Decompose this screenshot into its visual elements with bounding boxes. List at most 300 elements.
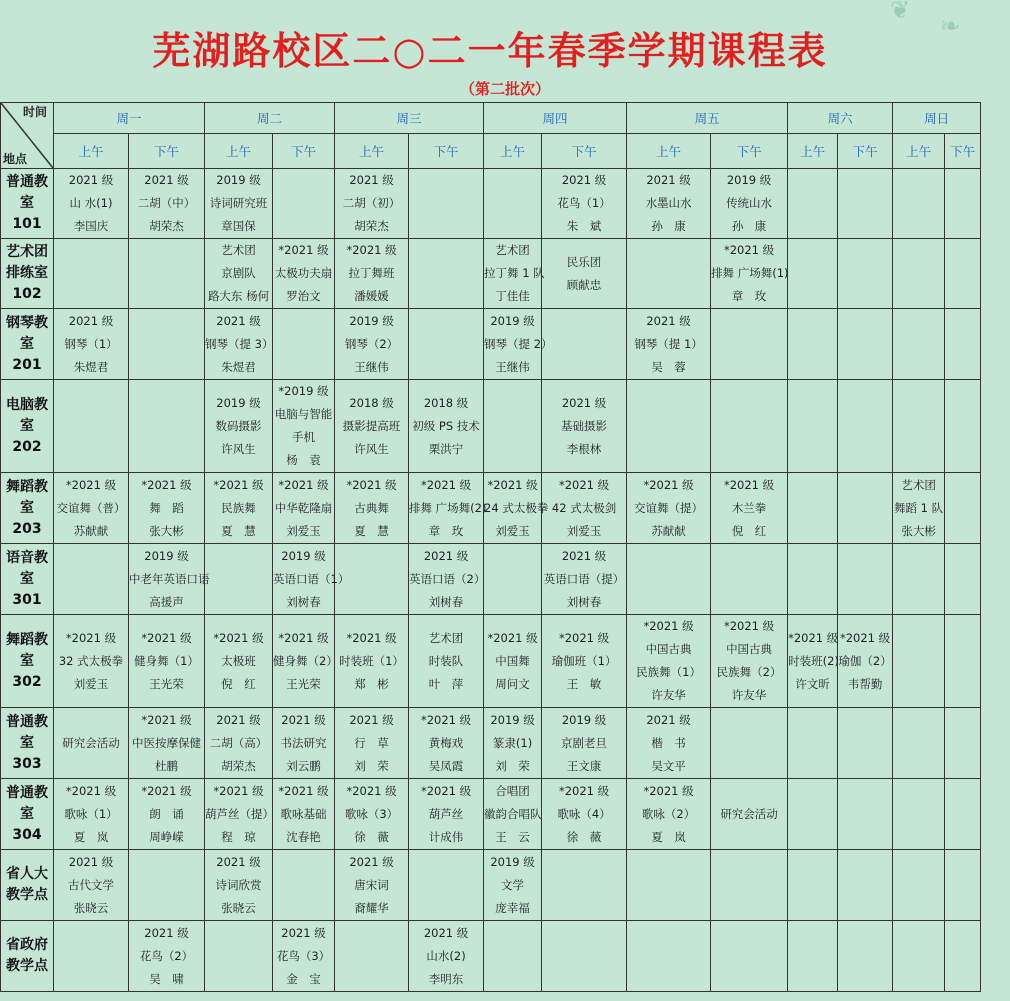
course-text-line: 诗词欣赏 <box>215 877 262 892</box>
course-cell <box>627 708 711 779</box>
room-cell <box>1 309 54 380</box>
course-cell <box>627 309 711 380</box>
course-text-line: 张大彬 <box>901 523 936 538</box>
course-text-line: 中医按摩保健 <box>132 735 201 750</box>
course-text-line: 李国庆 <box>73 219 109 233</box>
course-cell <box>838 380 893 473</box>
room-label-line: 普通教室 <box>6 713 48 751</box>
course-text-line: 刘爱玉 <box>566 523 602 538</box>
table-row <box>1 708 981 779</box>
course-text-line: 瑜伽（2） <box>838 653 892 668</box>
page-title: 芜湖路校区二○二一年春季学期课程表 <box>152 28 828 73</box>
course-text-line: 庞幸福 <box>495 900 530 915</box>
room-label-line: 301 <box>12 591 42 608</box>
course-cell <box>711 169 788 239</box>
course-cell <box>409 615 484 708</box>
course-text-line: 艺术团 <box>901 477 936 492</box>
course-text-line: 章 玫 <box>428 523 464 538</box>
course-text-line: 歌咏（3） <box>344 806 399 821</box>
course-cell <box>273 708 335 779</box>
course-text-line: 孙 康 <box>731 219 767 233</box>
day-header: 周六 <box>788 103 893 134</box>
course-text-line: 诗词研究班 <box>209 196 268 210</box>
course-cell <box>627 850 711 921</box>
course-text-line: 刘爱玉 <box>73 676 109 691</box>
course-cell <box>838 850 893 921</box>
course-text-line: 山 水(1) <box>69 196 113 210</box>
course-cell <box>945 615 981 708</box>
course-text-line: *2021 级 <box>558 477 610 492</box>
room-cell <box>1 380 54 473</box>
course-cell <box>711 544 788 615</box>
course-text-line: 中国古典 <box>645 642 692 656</box>
course-text-line: 胡荣杰 <box>221 758 256 773</box>
room-label-line: 钢琴教室 <box>6 314 48 352</box>
course-text-line: 2019 级 <box>490 712 535 727</box>
course-cell <box>788 380 838 473</box>
course-text-line: 中国古典 <box>726 642 773 656</box>
course-cell <box>335 850 409 921</box>
course-text-line: *2021 级 <box>788 630 839 645</box>
course-cell <box>542 850 627 921</box>
course-cell <box>893 850 945 921</box>
course-cell <box>205 169 273 239</box>
course-cell <box>893 708 945 779</box>
course-cell <box>129 850 205 921</box>
course-cell <box>788 169 838 239</box>
course-cell <box>484 779 542 850</box>
course-text-line: 二胡（中） <box>137 196 196 210</box>
room-label-line: 101 <box>12 216 42 232</box>
course-text-line: 王光荣 <box>149 676 184 691</box>
course-text-line: 孙 康 <box>651 219 686 233</box>
course-text-line: 葫芦丝 <box>428 806 464 821</box>
day-header: 周五 <box>627 103 788 134</box>
period-header: 上午 <box>205 134 273 169</box>
course-text-line: 金 宝 <box>286 971 321 986</box>
course-text-line: 许风生 <box>221 441 256 456</box>
course-cell <box>484 239 545 309</box>
course-text-line: 摄影提高班 <box>342 418 401 433</box>
course-text-line: 裔耀华 <box>354 900 389 915</box>
course-text-line: 民族舞（2） <box>716 665 782 679</box>
course-text-line: *2021 级 <box>487 477 538 492</box>
room-label-line: 电脑教室 <box>6 396 48 434</box>
course-text-line: 刘树春 <box>286 594 321 609</box>
room-cell <box>1 615 54 708</box>
course-cell <box>129 309 205 380</box>
course-cell <box>205 615 273 708</box>
course-text-line: 二胡（高） <box>209 735 268 750</box>
course-text-line: 张大彬 <box>149 523 184 538</box>
course-text-line: 歌咏基础 <box>280 806 327 821</box>
course-text-line: 2021 级 <box>349 854 394 869</box>
course-text-line: 周峥嵘 <box>149 829 184 844</box>
room-label-line: 舞蹈教室 <box>6 631 48 669</box>
room-label-line: 304 <box>12 826 42 843</box>
course-text-line: 时装队 <box>428 653 464 668</box>
course-text-line: 徐 薇 <box>566 829 602 844</box>
day-header: 周二 <box>205 103 335 134</box>
course-text-line: 艺术团 <box>495 243 530 257</box>
course-cell <box>54 921 129 992</box>
course-cell <box>409 473 487 544</box>
course-text-line: *2021 级 <box>420 712 472 727</box>
course-text-line: *2021 级 <box>278 243 329 257</box>
course-text-line: 歌咏（4） <box>557 806 611 821</box>
course-text-line: 花鸟（2） <box>139 948 194 963</box>
course-text-line: 时装班（1） <box>339 653 404 668</box>
course-text-line: 中国舞 <box>495 653 530 668</box>
course-text-line: 健身舞（2） <box>273 653 338 668</box>
course-cell <box>484 169 542 239</box>
course-cell <box>627 615 711 708</box>
course-text-line: 2019 级 <box>216 173 261 187</box>
course-text-line: 木兰拳 <box>731 500 767 515</box>
course-text-line: 刘树春 <box>428 594 464 609</box>
course-cell <box>945 921 981 992</box>
course-cell <box>273 615 338 708</box>
course-text-line: 基础摄影 <box>561 418 608 433</box>
course-text-line: 2021 级 <box>216 854 261 869</box>
course-text-line: 书法研究 <box>280 735 327 750</box>
course-text-line: 刘云鹏 <box>286 758 321 773</box>
course-text-line: 倪 红 <box>731 523 767 538</box>
course-text-line: *2021 级 <box>839 630 891 645</box>
course-cell <box>273 544 350 615</box>
course-text-line: 黄梅戏 <box>428 735 464 750</box>
course-text-line: 古代文学 <box>68 877 114 892</box>
room-cell <box>1 779 54 850</box>
course-cell <box>893 169 945 239</box>
room-label-line: 教学点 <box>6 958 48 974</box>
course-text-line: 2021 级 <box>216 712 261 727</box>
room-label-line: 省政府 <box>6 937 48 953</box>
course-cell <box>409 921 484 992</box>
course-text-line: 吴 蓉 <box>651 359 686 374</box>
course-text-line: 舞 蹈 <box>149 500 184 515</box>
course-text-line: *2021 级 <box>643 619 694 633</box>
course-cell <box>335 921 409 992</box>
table-row <box>1 169 981 239</box>
course-text-line: 二胡（初） <box>342 196 401 210</box>
room-label-line: 普通教室 <box>6 174 48 211</box>
course-cell <box>542 615 627 708</box>
day-header: 周三 <box>335 103 484 134</box>
course-cell <box>788 544 838 615</box>
course-text-line: 2019 级 <box>281 548 326 563</box>
course-text-line: 歌咏（1） <box>64 806 118 821</box>
course-text-line: 2021 级 <box>281 925 326 940</box>
period-header: 下午 <box>711 134 788 169</box>
course-text-line: 朱煜君 <box>73 359 109 374</box>
course-cell <box>711 615 788 708</box>
course-cell <box>711 309 788 380</box>
course-cell <box>54 169 129 239</box>
course-text-line: 王继伟 <box>495 359 530 374</box>
course-text-line: *2021 级 <box>65 783 117 798</box>
course-cell <box>711 473 788 544</box>
course-cell <box>54 615 129 708</box>
course-text-line: 初级 PS 技术 <box>412 418 480 433</box>
course-text-line: 英语口语（2） <box>409 571 486 586</box>
course-text-line: *2021 级 <box>346 783 397 798</box>
course-text-line: 栗洪宁 <box>428 441 464 456</box>
course-text-line: 章国保 <box>221 219 256 233</box>
course-text-line: 潘媛媛 <box>354 289 389 303</box>
course-text-line: 叶 萍 <box>428 676 464 691</box>
period-header: 上午 <box>893 134 945 169</box>
course-cell <box>409 309 484 380</box>
course-text-line: *2021 级 <box>65 477 117 492</box>
course-cell <box>945 850 981 921</box>
course-cell <box>627 544 711 615</box>
course-text-line: 钢琴（1） <box>64 336 118 351</box>
course-text-line: 花鸟（1） <box>557 196 611 210</box>
course-text-line: *2021 级 <box>558 630 610 645</box>
course-text-line: *2021 级 <box>420 477 472 492</box>
course-text-line: 健身舞（1） <box>134 653 199 668</box>
course-cell <box>542 921 627 992</box>
course-cell <box>711 239 788 309</box>
course-text-line: 2021 级 <box>349 173 394 187</box>
course-text-line: 文学 <box>501 877 525 892</box>
course-text-line: 瑜伽班（1） <box>551 653 617 668</box>
period-header-row <box>1 134 981 169</box>
room-label-line: 303 <box>12 755 42 772</box>
period-header: 下午 <box>838 134 893 169</box>
course-cell <box>54 850 129 921</box>
course-text-line: *2021 级 <box>723 243 775 257</box>
course-text-line: 杨 袁 <box>286 453 321 467</box>
corner-time-label: 时间 <box>22 105 47 119</box>
course-cell <box>484 921 542 992</box>
course-text-line: 许风生 <box>354 441 389 456</box>
course-text-line: 丁佳佳 <box>495 289 530 303</box>
period-header: 上午 <box>627 134 711 169</box>
course-cell <box>788 850 838 921</box>
course-text-line: 刘 荣 <box>495 758 530 773</box>
course-text-line: *2021 级 <box>213 630 264 645</box>
course-cell <box>838 309 893 380</box>
course-text-line: 数码摄影 <box>215 418 262 433</box>
course-cell <box>129 921 205 992</box>
course-cell <box>409 544 484 615</box>
course-cell <box>273 779 335 850</box>
period-header: 下午 <box>542 134 627 169</box>
room-label-line: 省人大 <box>6 866 48 882</box>
course-text-line: 合唱团 <box>495 783 530 798</box>
course-cell <box>484 850 542 921</box>
course-cell <box>205 921 273 992</box>
table-row <box>1 239 981 309</box>
course-text-line: 研究会活动 <box>62 735 120 750</box>
room-cell <box>1 473 54 544</box>
course-cell <box>711 850 788 921</box>
course-cell <box>129 779 205 850</box>
course-text-line: 花鸟（3） <box>276 948 331 963</box>
course-text-line: 徐 薇 <box>354 829 389 844</box>
course-text-line: 2021 级 <box>349 712 394 727</box>
period-header: 上午 <box>788 134 838 169</box>
course-text-line: 时装班(2) <box>788 653 839 668</box>
course-text-line: *2021 级 <box>278 630 329 645</box>
course-cell <box>335 239 409 309</box>
course-cell <box>129 169 205 239</box>
course-text-line: 2021 级 <box>68 854 114 869</box>
schedule-table <box>0 102 981 992</box>
course-text-line: 交谊舞（普） <box>56 500 126 515</box>
course-cell <box>893 921 945 992</box>
course-cell <box>788 239 838 309</box>
course-text-line: 拉丁舞 1 队 <box>484 266 545 280</box>
course-text-line: 钢琴（2） <box>344 336 399 351</box>
course-cell <box>484 473 549 544</box>
course-cell <box>893 473 945 544</box>
course-cell <box>54 380 129 473</box>
day-header-row <box>1 103 981 134</box>
course-text-line: *2021 级 <box>65 630 117 645</box>
course-text-line: 刘 荣 <box>354 758 389 773</box>
corner-place-label: 地点 <box>3 152 28 166</box>
course-text-line: 倪 红 <box>221 676 256 691</box>
course-cell <box>54 779 129 850</box>
course-text-line: *2021 级 <box>723 619 775 633</box>
course-cell <box>838 239 893 309</box>
course-text-line: *2021 级 <box>487 630 538 645</box>
course-cell <box>945 309 981 380</box>
course-cell <box>945 779 981 850</box>
course-text-line: 刘爱玉 <box>286 523 321 538</box>
course-text-line: 42 式太极剑 <box>551 500 617 515</box>
course-text-line: 2021 级 <box>68 173 114 187</box>
table-row <box>1 380 981 473</box>
course-cell <box>788 779 838 850</box>
course-cell <box>129 380 205 473</box>
course-text-line: 胡荣杰 <box>354 219 389 233</box>
course-cell <box>627 380 711 473</box>
room-label-line: 302 <box>12 673 42 690</box>
course-text-line: 张晓云 <box>73 900 109 915</box>
course-text-line: 行 草 <box>354 735 389 750</box>
course-cell <box>945 473 981 544</box>
course-text-line: *2021 级 <box>141 477 192 492</box>
course-cell <box>788 473 838 544</box>
course-text-line: *2021 级 <box>643 477 694 492</box>
course-cell <box>273 309 335 380</box>
course-cell <box>945 169 981 239</box>
course-cell <box>627 473 711 544</box>
course-text-line: 唐宋词 <box>354 877 389 892</box>
period-header: 上午 <box>484 134 542 169</box>
course-text-line: 王 云 <box>495 829 530 844</box>
course-text-line: 2018 级 <box>349 395 394 410</box>
course-text-line: 吴 啸 <box>149 971 184 986</box>
course-text-line: 水墨山水 <box>645 196 692 210</box>
course-text-line: 排舞 广场舞(2) <box>409 500 487 515</box>
course-cell <box>409 779 484 850</box>
course-text-line: 京剧队 <box>221 266 256 280</box>
course-text-line: 朗 诵 <box>149 806 184 821</box>
course-cell <box>273 169 335 239</box>
course-cell <box>54 473 129 544</box>
course-cell <box>484 380 542 473</box>
course-text-line: 李根林 <box>566 441 602 456</box>
course-cell <box>335 615 409 708</box>
period-header: 上午 <box>54 134 129 169</box>
course-cell <box>838 169 893 239</box>
course-text-line: 民族舞 <box>221 500 256 515</box>
course-text-line: 杜鹏 <box>155 758 178 773</box>
course-text-line: 太极功夫扇 <box>274 266 333 280</box>
course-cell <box>205 380 273 473</box>
course-text-line: 高援声 <box>149 594 184 609</box>
course-text-line: 2019 级 <box>144 548 189 563</box>
course-text-line: 朱 斌 <box>566 219 602 233</box>
period-header: 下午 <box>945 134 981 169</box>
table-row <box>1 473 981 544</box>
course-cell <box>627 239 711 309</box>
course-text-line: *2021 级 <box>346 630 397 645</box>
course-cell <box>273 850 335 921</box>
course-text-line: 电脑与智能 <box>274 407 333 421</box>
period-header: 下午 <box>273 134 335 169</box>
course-cell <box>627 779 711 850</box>
course-cell <box>409 850 484 921</box>
course-text-line: 2019 级 <box>490 854 535 869</box>
course-cell <box>893 615 945 708</box>
course-text-line: 民乐团 <box>566 254 602 269</box>
course-text-line: 2021 级 <box>423 548 469 563</box>
corner-header <box>1 103 54 169</box>
course-cell <box>484 708 542 779</box>
table-row <box>1 544 981 615</box>
course-text-line: 2021 级 <box>68 313 114 328</box>
course-text-line: 程 琼 <box>221 829 256 844</box>
course-text-line: 传统山水 <box>726 196 773 210</box>
course-cell <box>335 779 409 850</box>
course-text-line: 吴文平 <box>651 758 686 773</box>
course-cell <box>54 708 129 779</box>
room-label-line: 201 <box>12 356 42 373</box>
course-cell <box>788 921 838 992</box>
course-cell <box>409 169 484 239</box>
course-cell <box>129 544 210 615</box>
course-text-line: *2021 级 <box>420 783 472 798</box>
course-text-line: 民族舞（1） <box>636 665 701 679</box>
course-text-line: 2021 级 <box>561 395 607 410</box>
course-text-line: 夏 岚 <box>73 829 109 844</box>
course-text-line: 2019 级 <box>726 173 772 187</box>
room-label-line: 舞蹈教室 <box>6 478 48 516</box>
course-cell <box>542 169 627 239</box>
course-cell <box>484 615 542 708</box>
course-text-line: 章 玫 <box>731 289 767 303</box>
course-text-line: *2021 级 <box>213 783 264 798</box>
course-text-line: 钢琴（提 3） <box>205 336 274 351</box>
course-cell <box>129 615 205 708</box>
course-text-line: 2021 级 <box>423 925 469 940</box>
course-text-line: 2021 级 <box>144 173 189 187</box>
course-text-line: 朱煜君 <box>221 359 256 374</box>
course-text-line: 研究会活动 <box>720 806 778 821</box>
page-subtitle: （第二批次） <box>459 80 550 98</box>
course-cell <box>788 615 838 708</box>
course-cell <box>542 309 627 380</box>
course-cell <box>945 708 981 779</box>
course-text-line: 2021 级 <box>561 173 607 187</box>
table-row <box>1 309 981 380</box>
